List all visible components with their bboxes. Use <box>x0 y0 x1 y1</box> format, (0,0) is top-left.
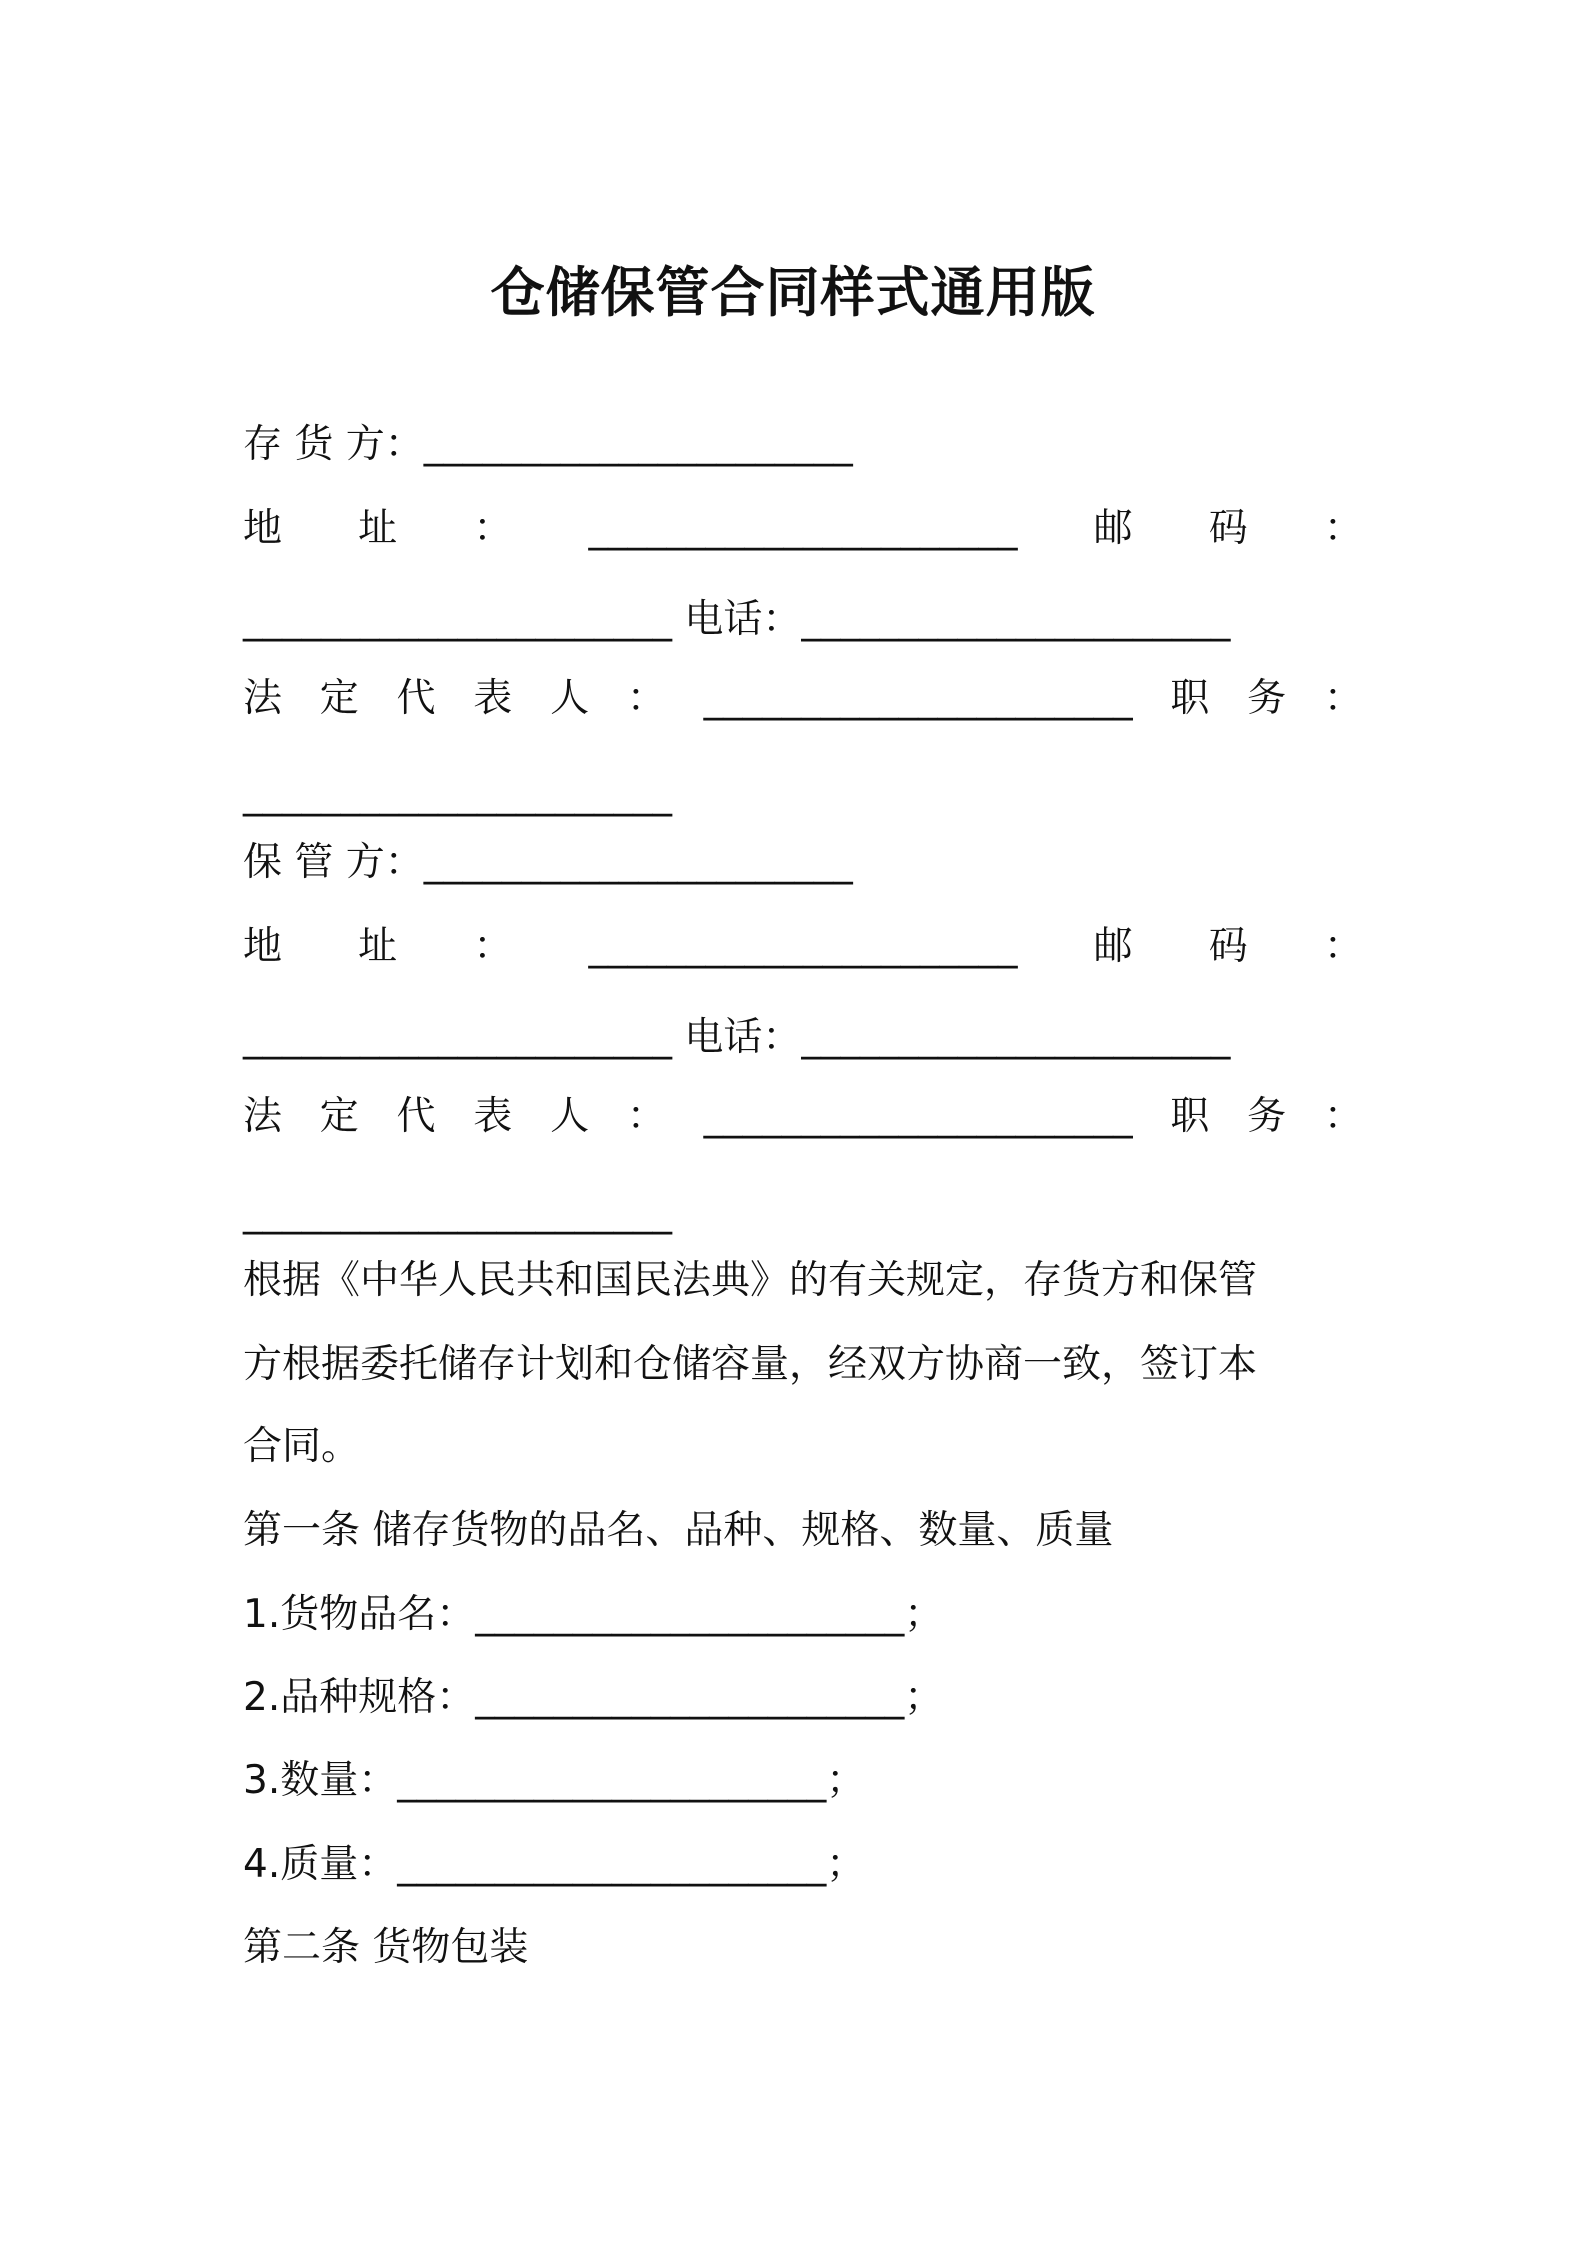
depositor-position-blank: ______________________ <box>243 772 672 817</box>
article1-item <box>243 1830 1363 1900</box>
keeper-address-char: ： <box>473 924 513 969</box>
depositor-position-char: ： <box>1323 676 1363 721</box>
depositor-phone-label: 电话： <box>684 597 802 642</box>
item-blank: ______________________ <box>397 1758 827 1803</box>
depositor-rep-char: 法 <box>243 676 283 721</box>
keeper-rep-char: ： <box>626 1094 666 1139</box>
depositor-address-char: 地 <box>243 506 283 551</box>
depositor-postcode-blank: ______________________ <box>243 597 672 642</box>
depositor-address-char: ： <box>473 506 513 551</box>
depositor-position-char: 职 <box>1170 676 1210 721</box>
item-end: ； <box>904 1592 944 1637</box>
keeper-position-char: 职 <box>1170 1094 1210 1139</box>
keeper-address-line <box>243 912 1363 982</box>
intro-line: 方根据委托储存计划和仓储容量，经双方协商一致，签订本 <box>243 1342 1258 1387</box>
keeper-position-char: ： <box>1323 1094 1363 1139</box>
keeper-rep-line <box>243 1082 1363 1152</box>
keeper-party-label: 保 管 方： <box>243 840 424 885</box>
keeper-postcode-char: 邮 <box>1093 924 1133 969</box>
depositor-position-char: 务 <box>1247 676 1287 721</box>
page-title: 仓储保管合同样式通用版 <box>490 261 1096 324</box>
keeper-rep-char: 代 <box>396 1094 436 1139</box>
keeper-rep-char: 法 <box>243 1094 283 1139</box>
item-end: ； <box>826 1842 866 1887</box>
item-blank: ______________________ <box>475 1592 905 1637</box>
article2-heading: 第二条 货物包装 <box>243 1925 529 1970</box>
keeper-phone-blank: ______________________ <box>801 1015 1231 1060</box>
keeper-postcode-char: ： <box>1323 924 1363 969</box>
depositor-rep-char: 定 <box>319 676 359 721</box>
depositor-phone-blank: ______________________ <box>801 597 1231 642</box>
article1-item <box>243 1746 1363 1816</box>
depositor-rep-char: 代 <box>396 676 436 721</box>
item-blank: ______________________ <box>397 1842 827 1887</box>
depositor-rep-char: ： <box>626 676 666 721</box>
depositor-rep-char: 表 <box>473 676 513 721</box>
keeper-address-blank: ______________________ <box>588 924 1018 969</box>
item-blank: ______________________ <box>475 1675 905 1720</box>
item-label: 2.品种规格： <box>243 1675 476 1720</box>
intro-line: 合同。 <box>243 1424 361 1469</box>
keeper-rep-blank: ______________________ <box>703 1094 1133 1139</box>
keeper-rep-char: 人 <box>550 1094 590 1139</box>
item-label: 1.货物品名： <box>243 1592 476 1637</box>
keeper-party-line <box>243 828 1363 898</box>
article1-heading: 第一条 储存货物的品名、品种、规格、数量、质量 <box>243 1508 1114 1553</box>
depositor-rep-blank: ______________________ <box>703 676 1133 721</box>
article1-item <box>243 1663 1363 1733</box>
depositor-address-line <box>243 494 1363 564</box>
keeper-rep-char: 表 <box>473 1094 513 1139</box>
item-label: 4.质量： <box>243 1842 398 1887</box>
keeper-postcode-blank: ______________________ <box>243 1015 672 1060</box>
depositor-rep-line <box>243 664 1363 734</box>
depositor-party-label: 存 货 方： <box>243 422 424 467</box>
depositor-postcode-char: 邮 <box>1093 506 1133 551</box>
keeper-party-blank: ______________________ <box>423 840 853 885</box>
keeper-position-char: 务 <box>1247 1094 1287 1139</box>
keeper-phone-label: 电话： <box>684 1015 802 1060</box>
depositor-phone-line <box>243 585 1363 655</box>
intro-line: 根据《中华人民共和国民法典》的有关规定，存货方和保管 <box>243 1258 1258 1303</box>
keeper-address-char: 址 <box>358 924 398 969</box>
article1-item <box>243 1580 1363 1650</box>
depositor-address-char: 址 <box>358 506 398 551</box>
item-end: ； <box>826 1758 866 1803</box>
depositor-postcode-char: 码 <box>1208 506 1248 551</box>
depositor-party-line <box>243 410 1363 480</box>
depositor-postcode-char: ： <box>1323 506 1363 551</box>
keeper-position-blank: ______________________ <box>243 1190 672 1235</box>
keeper-postcode-char: 码 <box>1208 924 1248 969</box>
depositor-party-blank: ______________________ <box>423 422 853 467</box>
depositor-address-blank: ______________________ <box>588 506 1018 551</box>
keeper-phone-line <box>243 1003 1363 1073</box>
keeper-address-char: 地 <box>243 924 283 969</box>
item-end: ； <box>904 1675 944 1720</box>
keeper-rep-char: 定 <box>319 1094 359 1139</box>
depositor-rep-char: 人 <box>550 676 590 721</box>
keeper-position-line <box>243 1178 1363 1248</box>
item-label: 3.数量： <box>243 1758 398 1803</box>
depositor-position-line <box>243 760 1363 830</box>
